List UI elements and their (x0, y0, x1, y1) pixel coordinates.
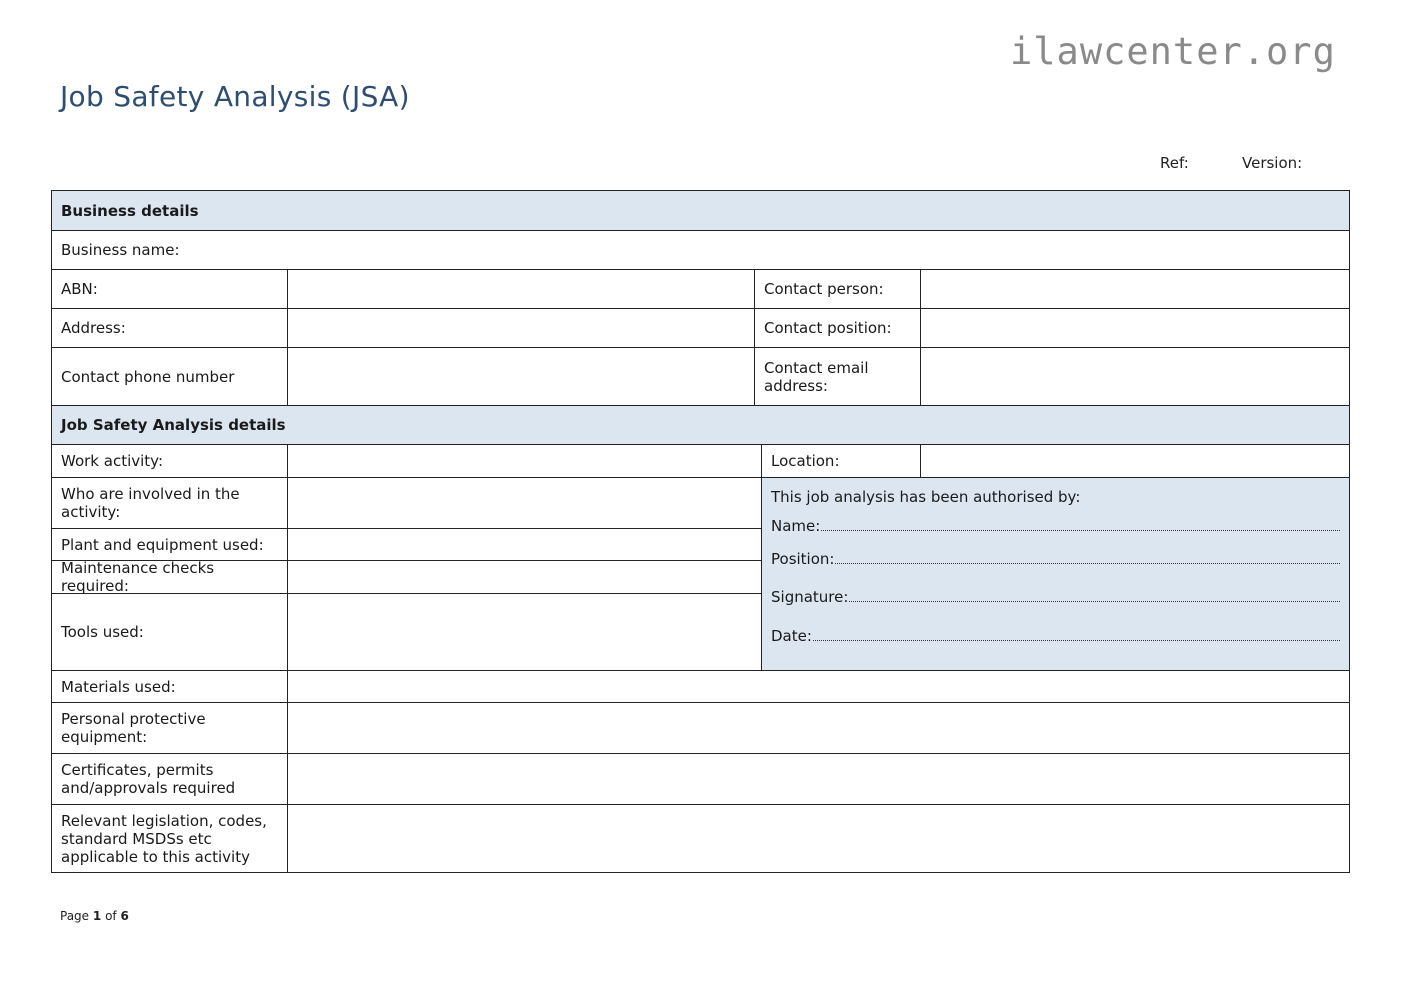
contact-position-field[interactable] (920, 309, 1349, 347)
ref-label: Ref: (1160, 154, 1189, 172)
abn-field[interactable] (287, 270, 754, 308)
legislation-label: Relevant legislation, codes, standard MSDSs etc applicable to this activity (61, 811, 267, 866)
certificates-row (52, 754, 1349, 805)
authorisation-signature-label: Signature: (771, 588, 849, 606)
address-label: Address: (61, 319, 126, 337)
authorisation-position-line[interactable] (771, 535, 1340, 574)
authorisation-position-label: Position: (771, 549, 835, 568)
address-field[interactable] (287, 309, 754, 347)
legislation-field[interactable] (287, 805, 1349, 872)
ppe-field[interactable] (287, 703, 1349, 753)
abn-row (52, 270, 1349, 309)
contact-person-label: Contact person: (754, 270, 920, 308)
authorisation-box (761, 477, 1349, 670)
watermark: ilawcenter.org (1010, 30, 1336, 73)
business-section-row (52, 191, 1349, 231)
maintenance-field[interactable] (287, 561, 761, 593)
authorisation-date-line[interactable] (771, 612, 1340, 651)
abn-label: ABN: (61, 280, 98, 298)
involved-row (52, 478, 761, 529)
jsa-form-table (51, 190, 1350, 873)
address-row (52, 309, 1349, 348)
involved-label: Who are involved in the activity: (61, 485, 240, 521)
plant-field[interactable] (287, 529, 761, 560)
business-name-row (52, 231, 1349, 270)
materials-label: Materials used: (61, 677, 176, 696)
contact-email-label: Contact email address: (754, 348, 920, 405)
page-total: 6 (120, 909, 129, 923)
contact-person-field[interactable] (920, 270, 1349, 308)
contact-position-label: Contact position: (754, 309, 920, 347)
page-current: 1 (92, 909, 102, 923)
position-dotted-line[interactable] (835, 563, 1340, 564)
maintenance-label: Maintenance checks required: (61, 559, 215, 595)
materials-field[interactable] (287, 671, 1349, 702)
authorisation-name-label: Name: (771, 517, 821, 535)
date-dotted-line[interactable] (813, 640, 1340, 641)
certificates-field[interactable] (287, 754, 1349, 804)
page-title: Job Safety Analysis (JSA) (60, 80, 410, 113)
of-word: of (105, 909, 117, 923)
location-label: Location: (761, 445, 920, 477)
involved-field[interactable] (287, 478, 761, 528)
work-activity-label: Work activity: (61, 452, 164, 470)
contact-phone-field[interactable] (287, 348, 754, 405)
location-field[interactable] (920, 445, 1349, 477)
ppe-row (52, 703, 1349, 754)
page-footer (60, 909, 129, 923)
work-activity-field[interactable] (287, 445, 761, 477)
authorisation-title: This job analysis has been authorised by: (771, 488, 1081, 506)
jsa-section-row (52, 406, 1349, 445)
business-section-title: Business details (52, 191, 1349, 230)
contact-phone-row (52, 348, 1349, 406)
authorisation-name-line[interactable] (771, 515, 1340, 535)
version-label: Version: (1242, 154, 1303, 172)
ppe-label: Personal protective equipment: (61, 710, 206, 746)
authorisation-signature-line[interactable] (771, 574, 1340, 613)
authorisation-date-label: Date: (771, 626, 812, 645)
materials-row (52, 671, 1349, 703)
plant-row (52, 529, 761, 561)
name-dotted-line[interactable] (821, 530, 1340, 531)
contact-email-field[interactable] (920, 348, 1349, 405)
tools-field[interactable] (287, 594, 761, 670)
certificates-label: Certificates, permits and/approvals required (61, 761, 236, 797)
legislation-row (52, 805, 1349, 872)
page-word: Page (60, 909, 90, 923)
contact-phone-label: Contact phone number (61, 367, 235, 386)
work-activity-row (52, 445, 1349, 478)
jsa-section-title: Job Safety Analysis details (52, 406, 1349, 444)
maintenance-row (52, 561, 761, 594)
tools-label: Tools used: (61, 623, 144, 641)
signature-dotted-line[interactable] (849, 601, 1340, 602)
business-name-label[interactable]: Business name: (61, 241, 180, 259)
plant-label: Plant and equipment used: (61, 535, 264, 554)
